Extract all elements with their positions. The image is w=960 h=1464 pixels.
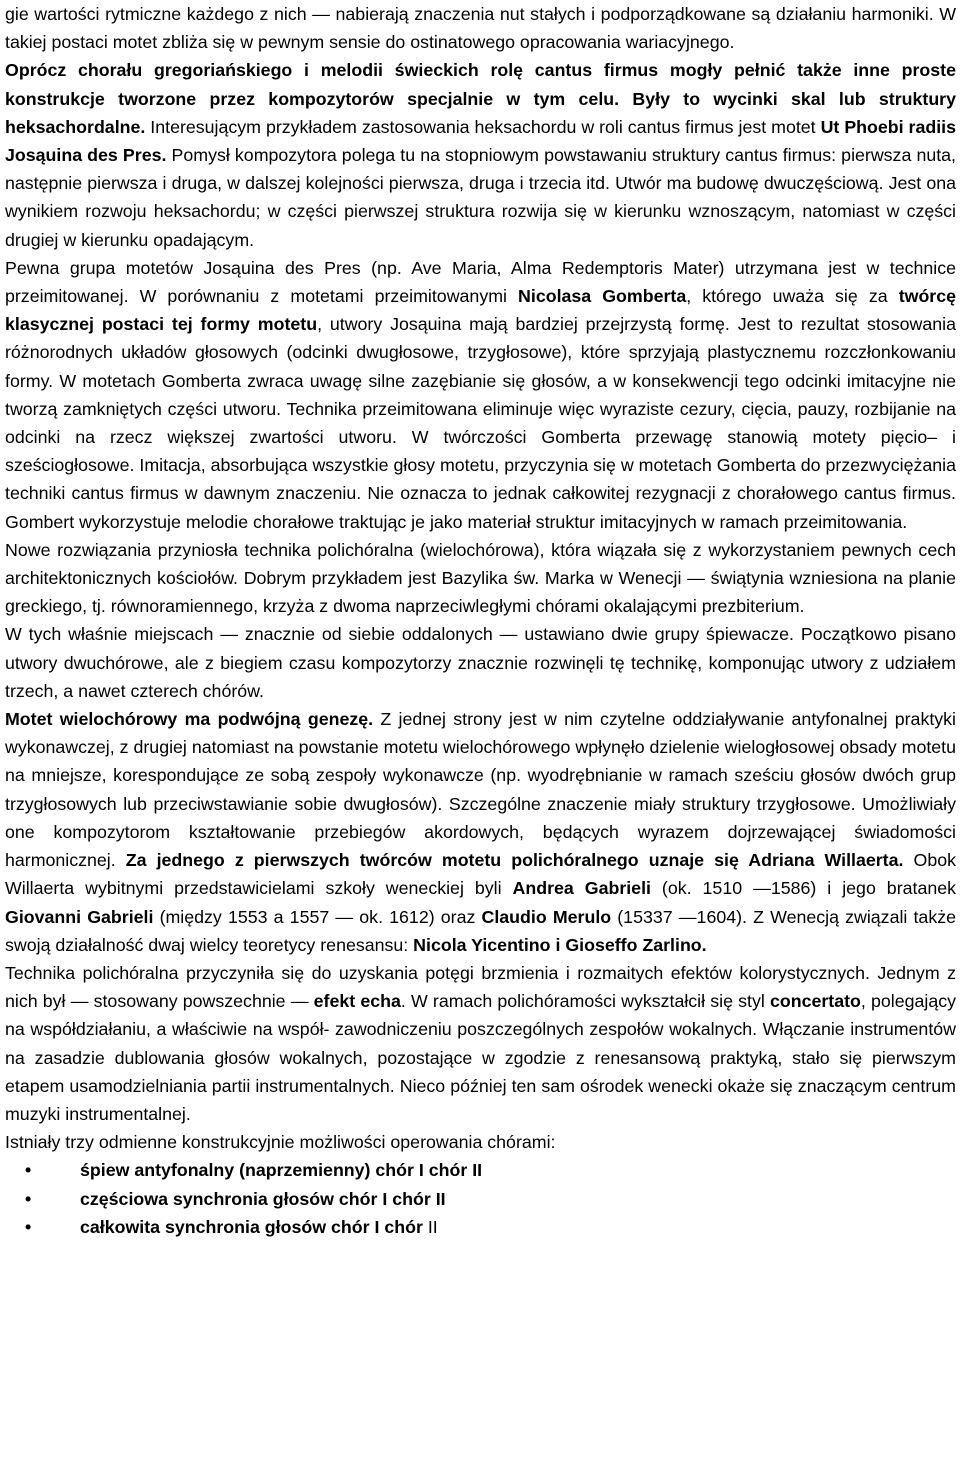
text-run: Pomysł kompozytora polega tu na stopniowym powstawaniu struktury cantus firmus: pierwsza nuta, następnie pierwsza i druga, w dalszej kolejności pierwsza, druga i trzecia itd. Utwór ma budowę dwuczęściową. Jest ona wynikiem rozwoju heksachordu; w części pierwszej struktura rozwija się w kierunku wznoszącym, natomiast w części drugiej w kierunku opadającym.	[5, 145, 956, 250]
bullet-item	[80, 1185, 956, 1213]
bold-text-run: Oprócz chorału gregoriańskiego i melodii świeckich rolę cantus firmus mogły pełnić także inne proste konstrukcje tworzone przez kompozytorów specjalnie w tym celu. Były to wycinki skal lub struktury heksachordalne.	[5, 60, 956, 137]
text-run: gie wartości rytmiczne każdego z nich — nabierają znaczenia nut stałych i podporządkowane są działaniu harmoniki. W takiej postaci motet zbliża się w pewnym sensie do ostinatowego opracowania wariacyjnego.	[5, 4, 956, 53]
bold-text-run: Za jednego z pierwszych twórców motetu polichóralnego uznaje się Adriana Willaerta.	[125, 850, 904, 871]
text-run: Technika polichóralna przyczyniła się do uzyskania potęgi brzmienia i rozmaitych efektów kolorystycznych. Jednym z nich był — stosowany powszechnie —	[5, 962, 956, 1012]
bullet-item	[80, 1213, 956, 1241]
text-run: Pewna grupa motetów Josąuina des Pres (np. Ave Maria, Alma Redemptoris Mater) utrzymana jest w technice przeimitowanej. W porównaniu z motetami przeimitowanymi	[5, 257, 956, 307]
paragraph	[5, 254, 956, 536]
paragraph	[5, 0, 956, 56]
bold-text-run: efekt echa	[313, 991, 401, 1012]
bullet-item-text: częściowa synchronia głosów chór I chór II	[80, 1188, 446, 1209]
paragraph	[5, 705, 956, 959]
text-run: W tych właśnie miejscach — znacznie od siebie oddalonych — ustawiano dwie grupy śpiewacze. Początkowo pisano utwory dwuchórowe, ale z biegiem czasu kompozytorzy znacznie rozwinęli tę technikę, komponując utwory z udziałem trzech, a nawet czterech chórów.	[5, 624, 956, 701]
text-run: , polegający na współdziałaniu, a właściwie na współ- zawodniczeniu poszczególnych zespołów wokalnych. Włączanie instrumentów na zasadzie dublowania głosów wokalnych, pozostające w zgodzie z renesansową praktyką, stało się pierwszym etapem usamodzielniania partii instrumentalnych. Nieco później ten sam ośrodek wenecki okaże się znaczącym centrum muzyki instrumentalnej.	[5, 991, 956, 1124]
bullet-item-text: całkowita synchronia głosów chór I chór	[80, 1216, 428, 1237]
text-run: . W ramach polichóramości wykształcił się styl	[400, 991, 770, 1012]
bold-text-run: Nicola Yicentino i Gioseffo Zarlino.	[413, 934, 707, 955]
bold-text-run: Giovanni Gabrieli	[5, 906, 154, 927]
bullet-item-text: śpiew antyfonalny (naprzemienny) chór I chór II	[80, 1160, 483, 1181]
text-run: Nowe rozwiązania przyniosła technika polichóralna (wielochórowa), która wiązała się z wykorzystaniem pewnych cech architektonicznych kościołów. Dobrym przykładem jest Bazylika św. Marka w Wenecji — świątynia wzniesiona na planie greckiego, tj. równoramiennego, krzyża z dwoma naprzeciwległymi chórami okalającymi prezbiterium.	[5, 539, 956, 617]
paragraph	[5, 959, 956, 1128]
bold-text-run: twórcę klasycznej postaci tej formy motetu	[5, 286, 956, 335]
text-run: Istniały trzy odmienne konstrukcyjnie możliwości operowania chórami:	[5, 1132, 556, 1153]
bold-text-run: Nicolasa Gomberta	[518, 286, 687, 307]
bold-text-run: Motet wielochórowy ma podwójną genezę.	[5, 709, 374, 730]
text-run: , utwory Josąuina mają bardziej przejrzystą formę. Jest to rezultat stosowania różnorodnych układów głosowych (odcinki dwugłosowe, trzygłosowe), które sprzyjają plastycznemu rozczłonkowaniu formy. W motetach Gomberta zwraca uwagę silne zazębianie się głosów, a w konsekwencji tego odcinki imitacyjne nie tworzą zamkniętych części utworu. Technika przeimitowana eliminuje więc wyraziste cezury, cięcia, pauzy, rozbijanie na odcinki na rzecz większej zwartości utworu. W twórczości Gomberta przewagę stanowią motety pięcio– i sześciogłosowe. Imitacja, absorbująca wszystkie głosy motetu, przyczynia się w motetach Gomberta do przezwyciężania techniki cantus firmus w dawnym znaczeniu. Nie oznacza to jednak całkowitej rezygnacji z chorałowego cantus firmus. Gombert wykorzystuje melodie chorałowe traktując je jako materiał struktur imitacyjnych w ramach przeimitowania.	[5, 314, 956, 532]
bullet-item-text: II	[427, 1216, 438, 1237]
text-run: (ok. 1510 —1586) i jego bratanek	[650, 878, 956, 899]
bold-text-run: Claudio Merulo	[481, 906, 612, 927]
text-run: (15337 —1604). Z Wenecją związali także swoją działalność dwaj wielcy teoretycy renesansu:	[5, 906, 956, 955]
paragraph	[5, 620, 956, 705]
paragraph	[5, 56, 956, 253]
bullet-list	[5, 1156, 956, 1241]
paragraph	[5, 1128, 956, 1156]
text-run: Interesującym przykładem zastosowania heksachordu w roli cantus firmus jest motet	[145, 116, 821, 137]
text-run: Obok Willaerta wybitnymi przedstawicielami szkoły weneckiej byli	[5, 850, 956, 899]
text-run: (między 1553 a 1557 — ok. 1612) oraz	[153, 906, 482, 927]
paragraph	[5, 536, 956, 621]
bold-text-run: Andrea Gabrieli	[512, 878, 651, 899]
document-body	[5, 0, 956, 1156]
bullet-item	[80, 1156, 956, 1184]
text-run: Z jednej strony jest w nim czytelne oddziaływanie antyfonalnej praktyki wykonawczej, z drugiej natomiast na powstanie motetu wielochórowego wpłynęło dzielenie wielogłosowej obsady motetu na mniejsze, korespondujące ze sobą zespoły wykonawcze (np. wyodrębnianie w ramach sześciu głosów dwóch grup trzygłosowych lub przeciwstawianie sobie dwugłosów). Szczególne znaczenie miały struktury trzygłosowe. Umożliwiały one kompozytorom kształtowanie przebiegów akordowych, będących wyrazem dojrzewającej świadomości harmonicznej.	[5, 709, 957, 871]
bold-text-run: concertato	[769, 991, 861, 1012]
bold-text-run: Ut Phoebi radiis Josąuina des Pres.	[5, 116, 956, 166]
text-run: , którego uważa się za	[686, 286, 899, 307]
